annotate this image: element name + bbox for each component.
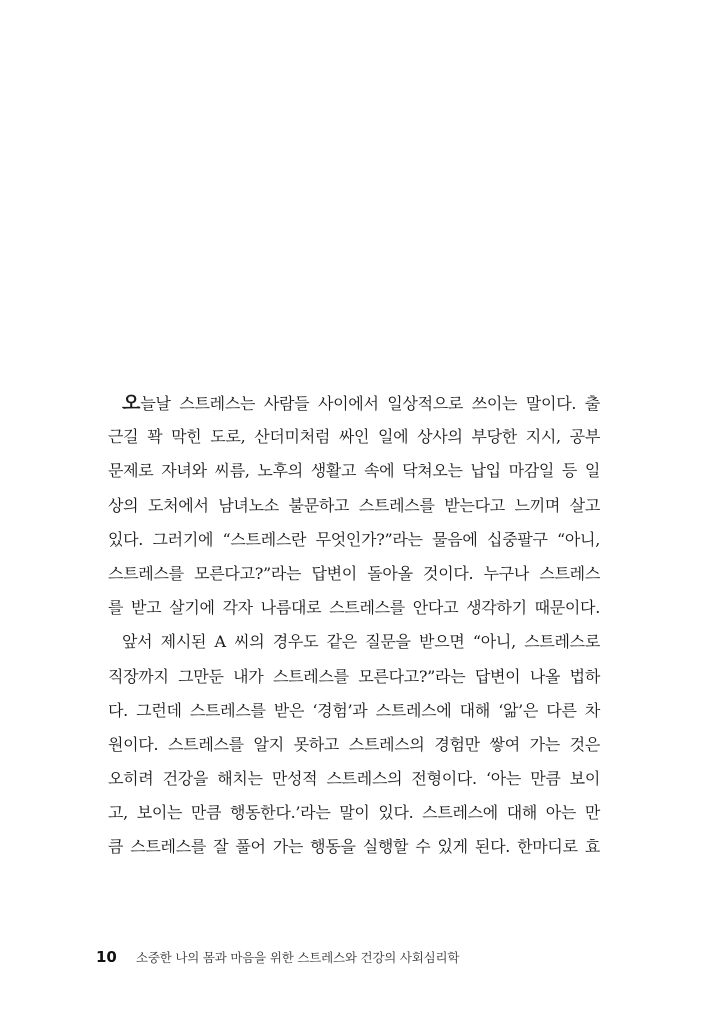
paragraph-1-line-1 xyxy=(108,386,600,420)
paragraph-1-line-4: 상의 도처에서 남녀노소 불문하고 스트레스를 받는다고 느끼며 살고 xyxy=(108,495,600,515)
body-text xyxy=(108,386,600,865)
paragraph-2-line-1: 앞서 제시된 A 씨의 경우도 같은 질문을 받으면 “아니, 스트레스로 xyxy=(122,632,600,652)
paragraph-1-line-7: 를 받고 살기에 각자 나름대로 스트레스를 안다고 생각하기 때문이다. xyxy=(108,598,600,618)
paragraph-2-line-3: 다. 그런데 스트레스를 받은 ‘경험’과 스트레스에 대해 ‘앎’은 다른 차 xyxy=(108,700,600,720)
paragraph-2-line-5: 오히려 건강을 해치는 만성적 스트레스의 전형이다. ‘아는 만큼 보이 xyxy=(108,769,600,789)
paragraph-2-line-4: 원이다. 스트레스를 알지 못하고 스트레스의 경험만 쌓여 가는 것은 xyxy=(108,734,600,754)
paragraph-1-line-6: 스트레스를 모른다고?”라는 답변이 돌아올 것이다. 누구나 스트레스 xyxy=(108,563,600,583)
paragraph-2-line-7: 큼 스트레스를 잘 풀어 가는 행동을 실행할 수 있게 된다. 한마디로 효 xyxy=(108,837,600,857)
paragraph-2-line-2: 직장까지 그만둔 내가 스트레스를 모른다고?”라는 답변이 나올 법하 xyxy=(108,666,600,686)
paragraph-1-line-3: 문제로 자녀와 씨름, 노후의 생활고 속에 닥쳐오는 납입 마감일 등 일 xyxy=(108,461,600,481)
paragraph-2-line-6: 고, 보이는 만큼 행동한다.’라는 말이 있다. 스트레스에 대해 아는 만 xyxy=(108,803,600,823)
line-text: 늘날 스트레스는 사람들 사이에서 일상적으로 쓰이는 말이다. 출 xyxy=(140,394,600,413)
page-footer xyxy=(96,946,459,968)
page-number: 10 xyxy=(96,948,117,966)
paragraph-1-line-5: 있다. 그러기에 “스트레스란 무엇인가?”라는 물음에 십중팔구 “아니, xyxy=(108,529,600,549)
paragraph-1-line-2: 근길 꽉 막힌 도로, 산더미처럼 싸인 일에 상사의 부당한 지시, 공부 xyxy=(108,427,600,447)
drop-cap: 오 xyxy=(122,392,141,414)
running-title: 소중한 나의 몸과 마음을 위한 스트레스와 건강의 사회심리학 xyxy=(135,950,460,965)
